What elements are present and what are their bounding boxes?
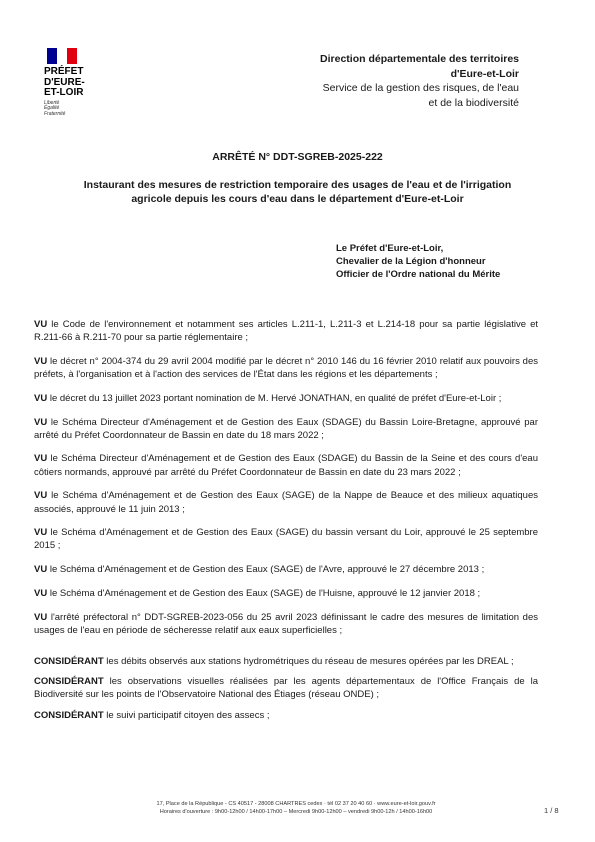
motto-line: Fraternité: [44, 110, 66, 117]
considerant-text: les observations visuelles réalisées par les agents départementaux de l'Office Français de la Biodiversité sur les points de l'Observatoire National des Étiages (réseau ONDE) ;: [34, 676, 538, 701]
department-name: d'Eure-et-Loir: [450, 67, 519, 80]
service-name-line1: Service de la gestion des risques, de l'eau: [322, 82, 519, 94]
prefecture-logo: [44, 48, 104, 117]
visa-paragraph: [34, 563, 538, 576]
motto-line: Liberté: [44, 99, 60, 106]
arrete-subject: Instaurant des mesures de restriction temporaire des usages de l'eau et de l'irrigation agricole depuis les cours d'eau dans le département d'Eure-et-Loir: [83, 179, 512, 205]
visa-paragraph: [34, 355, 538, 381]
page-footer: [96, 800, 496, 816]
visa-paragraph: [34, 452, 538, 478]
signatory-block: [336, 242, 500, 281]
visa-text: le Schéma Directeur d'Aménagement et de Gestion des Eaux (SDAGE) du Bassin de la Seine et des cours d'eau côtiers normands, approuvé par arrêté du Préfet Coordonnateur de Bassin en date du 23 mars 2022 ;: [34, 453, 538, 478]
visa-keyword: VU: [34, 416, 48, 428]
prefet-name: [44, 67, 104, 99]
visa-text: le décret n° 2004-374 du 29 avril 2004 modifié par le décret n° 2010 146 du 16 février 2010 relatif aux pouvoirs des préfets, à l'organisation et à l'action des services de l'État dans les régions et les départements ;: [34, 355, 538, 381]
footer-opening-hours: Horaires d'ouverture : 9h00-12h00 / 14h00-17h00 – Mercredi 9h00-12h00 – vendredi 9h00-12h / 14h00-16h00: [159, 809, 433, 815]
service-name-line2: et de la biodiversité: [428, 96, 519, 109]
considerant-keyword: CONSIDÉRANT: [34, 655, 104, 667]
visa-text: l'arrêté préfectoral n° DDT-SGREB-2023-056 du 25 avril 2023 définissant le cadre des mesures de limitation des usages de l'eau en période de sécheresse relatif aux eaux superficielles ;: [34, 611, 538, 636]
page-number: 1 / 8: [544, 806, 559, 815]
motto-line: Égalité: [44, 105, 60, 112]
considerant-text: le suivi participatif citoyen des assecs ;: [103, 709, 270, 721]
visa-text: le décret du 13 juillet 2023 portant nomination de M. Hervé JONATHAN, en qualité de préfet d'Eure-et-Loir ;: [47, 392, 502, 404]
considerant-keyword: CONSIDÉRANT: [34, 676, 104, 688]
visa-paragraph: [34, 587, 538, 600]
visa-keyword: VU: [34, 564, 48, 576]
prefet-name-line: PRÉFET: [44, 66, 84, 77]
visa-paragraph: [34, 392, 538, 405]
visa-text: le Schéma Directeur d'Aménagement et de Gestion des Eaux (SDAGE) du Bassin Loire-Bretagne, approuvé par arrêté du Préfet Coordonnateur de Bassin en date du 18 mars 2022 ;: [34, 416, 538, 441]
visa-keyword: VU: [34, 611, 48, 623]
visa-keyword: VU: [34, 392, 48, 404]
visa-paragraph: [34, 526, 538, 552]
visa-keyword: VU: [34, 355, 48, 367]
flag-blue-stripe: [47, 48, 57, 64]
visa-paragraph: [34, 416, 538, 442]
marianne-flag-icon: [47, 48, 77, 64]
visa-paragraph: [34, 489, 538, 515]
visa-keyword: VU: [34, 587, 48, 599]
visa-keyword: VU: [34, 527, 48, 539]
visa-text: le Code de l'environnement et notamment ses articles L.211-1, L.211-3 et L.214-18 pour sa partie législative et R.211-66 à R.211-70 pour sa partie réglementaire ;: [34, 319, 538, 344]
visa-text: le Schéma d'Aménagement et de Gestion des Eaux (SAGE) de la Nappe de Beauce et des milieux aquatiques associés, approuvé le 11 juin 2013 ;: [34, 490, 538, 515]
flag-red-stripe: [67, 48, 77, 64]
issuing-service-header: [320, 52, 519, 110]
visa-text: le Schéma d'Aménagement et de Gestion des Eaux (SAGE) de l'Huisne, approuvé le 12 janvier 2018 ;: [47, 587, 481, 599]
arrete-title: ARRÊTÉ N° DDT-SGREB-2025-222: [212, 151, 383, 163]
visa-text: le Schéma d'Aménagement et de Gestion des Eaux (SAGE) du bassin versant du Loir, approuvé le 25 septembre 2015 ;: [34, 527, 538, 552]
visa-keyword: VU: [34, 319, 48, 330]
direction-name: Direction départementale des territoires: [320, 53, 519, 65]
signatory-order: Officier de l'Ordre national du Mérite: [336, 269, 501, 280]
considerant-paragraph: [34, 655, 538, 668]
visa-paragraph: [34, 318, 538, 344]
legal-body: [34, 318, 538, 729]
republic-motto: [44, 101, 104, 118]
signatory-title: Le Préfet d'Eure-et-Loir,: [336, 243, 444, 254]
prefet-name-line: D'EURE-: [44, 76, 85, 88]
considerant-paragraph: [34, 675, 538, 701]
considerant-text: les débits observés aux stations hydrométriques du réseau de mesures opérées par les DREAL ;: [103, 655, 514, 667]
visa-keyword: VU: [34, 453, 48, 465]
considerant-paragraph: [34, 709, 538, 722]
prefet-name-line: ET-LOIR: [44, 87, 84, 98]
signatory-honour: Chevalier de la Légion d'honneur: [336, 256, 486, 267]
flag-white-stripe: [57, 48, 67, 64]
visa-paragraph: [34, 611, 538, 637]
considerant-keyword: CONSIDÉRANT: [34, 709, 104, 721]
visa-text: le Schéma d'Aménagement et de Gestion des Eaux (SAGE) de l'Avre, approuvé le 27 décembre 2013 ;: [47, 564, 485, 576]
footer-address: 17, Place de la République - CS 40517 - 28008 CHARTRES cedex · tél 02 37 20 40 60 · www.eure-et-loir.gouv.fr: [156, 801, 436, 807]
visa-keyword: VU: [34, 490, 48, 502]
